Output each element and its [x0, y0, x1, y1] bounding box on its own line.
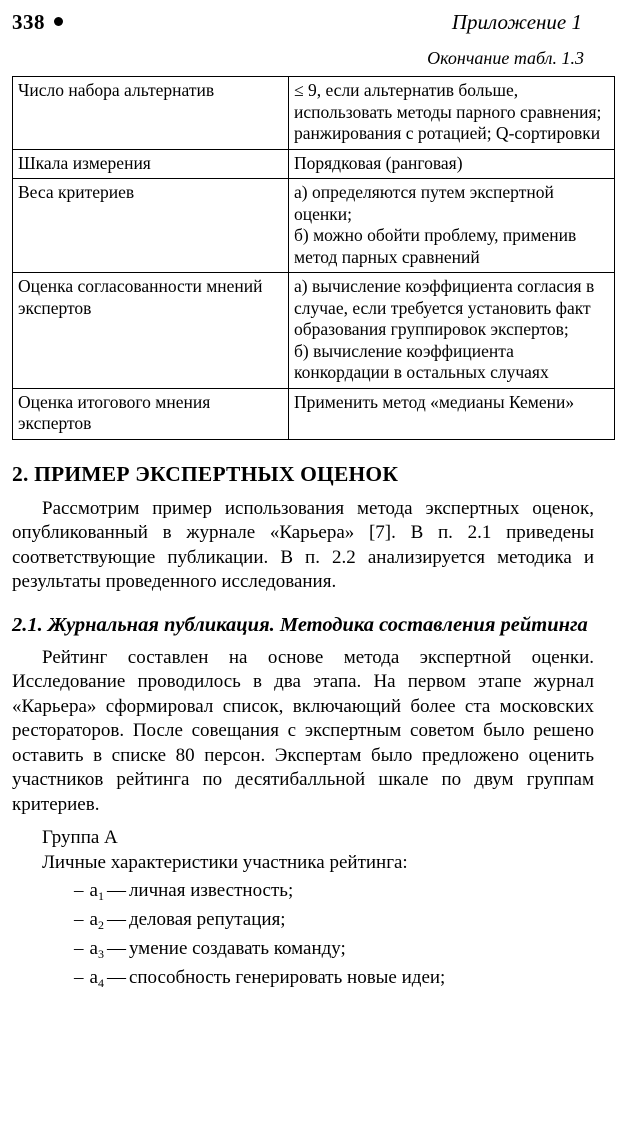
table-cell-param: Оценка согласованности мнений экспертов — [13, 273, 289, 389]
table-row — [13, 179, 615, 273]
table-cell-param: Веса критериев — [13, 179, 289, 273]
dash-marker: – — [74, 909, 84, 930]
list-item — [74, 935, 594, 964]
list-item — [74, 877, 594, 906]
subsection-heading: 2.1. Журнальная публикация. Методика составления рейтинга — [12, 613, 588, 636]
em-dash: — — [106, 967, 126, 988]
filled-circle-icon — [54, 17, 63, 26]
table-cell-value: а) вычисление коэффициента согласия в случае, если требуется установить факт образования группировок экспертов; б) вычисление коэффициента конкордации в остальных случаях — [289, 273, 615, 389]
list-item — [74, 906, 594, 935]
table-row — [13, 388, 615, 439]
table-row — [13, 273, 615, 389]
running-head — [12, 10, 594, 44]
em-dash: — — [106, 880, 126, 901]
em-dash: — — [106, 938, 126, 959]
variable-symbol: $a_2$ — [89, 909, 104, 932]
table-caption: Окончание табл. 1.3 — [427, 48, 584, 68]
table-cell-param: Оценка итогового мнения экспертов — [13, 388, 289, 439]
list-item — [74, 964, 594, 993]
dash-marker: – — [74, 967, 84, 988]
table-cell-param: Шкала измерения — [13, 149, 289, 179]
variable-symbol: $a_3$ — [89, 938, 104, 961]
criteria-list — [12, 877, 594, 993]
list-item-label: способность генерировать новые идеи; — [128, 967, 446, 988]
table-cell-value: а) определяются путем экспертной оценки; б) можно обойти проблему, применив метод парных сравнений — [289, 179, 615, 273]
variable-symbol: $a_1$ — [89, 880, 104, 903]
table-row — [13, 149, 615, 179]
dash-marker: – — [74, 938, 84, 959]
list-item-label: личная известность; — [128, 880, 294, 901]
group-lead-text: Личные характеристики участника рейтинга: — [42, 852, 408, 873]
subsection-paragraph: Рейтинг составлен на основе метода экспертной оценки. Исследование проводилось в два этапа. На первом этапе журнал «Карьера» сформировал список, включающий более ста московских рестораторов. После совещания с экспертным советом было решено оставить в списке 80 персон. Экспертам было предложено оценить участников рейтинга по десятибалльной шкале по двум группам критериев. — [12, 646, 594, 815]
section-paragraph: Рассмотрим пример использования метода экспертных оценок, опубликованный в журнале «Карьера» [7]. В п. 2.1 приведены соответствующие публикации. В п. 2.2 анализируется методика и результаты проведенного исследования. — [12, 497, 594, 592]
table-cell-value: Порядковая (ранговая) — [289, 149, 615, 179]
variable-symbol: $a_4$ — [89, 967, 104, 990]
table-cell-param: Число набора альтернатив — [13, 77, 289, 150]
running-title: Приложение 1 — [451, 10, 582, 34]
table-cell-value: Применить метод «медианы Кемени» — [289, 388, 615, 439]
em-dash: — — [106, 909, 126, 930]
table-row — [13, 77, 615, 150]
list-item-label: деловая репутация; — [128, 909, 286, 930]
table-body — [13, 77, 615, 440]
dash-marker: – — [74, 880, 84, 901]
page-number: 338 — [12, 10, 45, 34]
specification-table — [12, 76, 615, 440]
group-label: Группа А — [42, 827, 118, 848]
section-heading: 2. ПРИМЕР ЭКСПЕРТНЫХ ОЦЕНОК — [12, 461, 399, 486]
list-item-label: умение создавать команду; — [128, 938, 346, 959]
table-cell-value: ≤ 9, если альтернатив больше, использовать методы парного сравнения; ранжирования с ротацией; Q-сортировки — [289, 77, 615, 150]
